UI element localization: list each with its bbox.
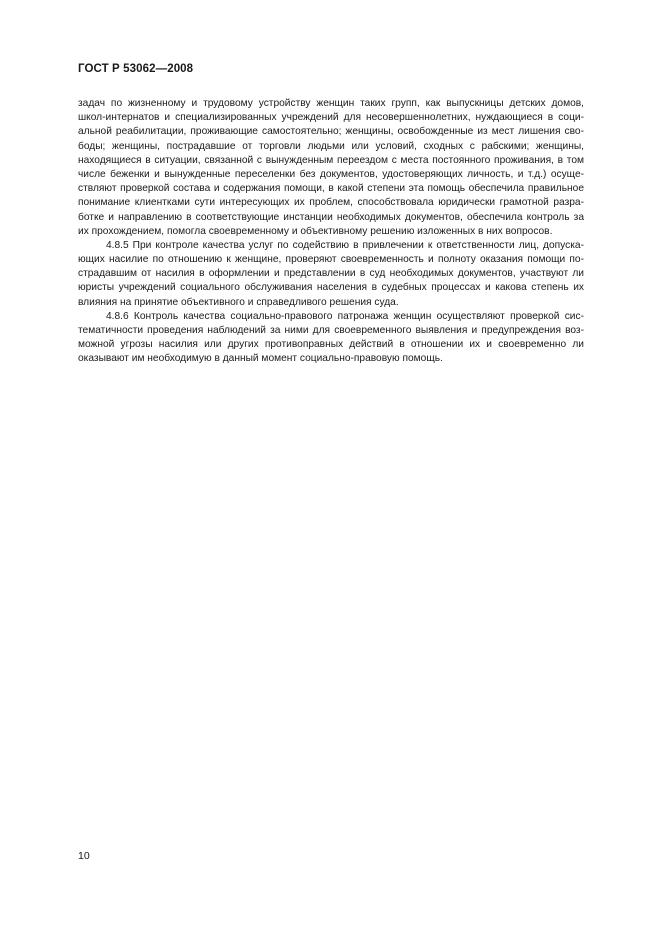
body-text (78, 97, 584, 367)
text-line: влияния на принятие объективного и справедливого решения суда. (78, 296, 399, 308)
text-line: задач по жизненному и трудовому устройству женщин таких групп, как выпускницы детских домов, (78, 98, 584, 109)
text-line: можной угрозы насилия или других противоправных действий в отношении их и своевременно ли (78, 339, 584, 351)
text-line: альной реабилитации, проживающие самостоятельно; женщины, освобожденные из мест лишения сво- (78, 126, 584, 138)
standard-code-header: ГОСТ Р 53062—2008 (78, 63, 194, 75)
text-line: тематичности проведения наблюдений за ними для своевременного выявления и предупреждения воз- (78, 325, 584, 336)
text-line: ствляют проверкой состава и содержания помощи, в какой степени эта помощь обеспечила правильное (78, 183, 584, 195)
page-number: 10 (78, 850, 90, 862)
text-line: их прохождением, помогла своевременному и объективному решению изложенных в них вопросов. (78, 225, 553, 237)
text-line: оказывают им необходимую в данный момент социально-правовую помощь. (78, 353, 443, 365)
clause-4-8-6-line: 4.8.6 Контроль качества социально-правового патронажа женщин осуществляют проверкой сис- (106, 310, 584, 322)
text-line: школ-интернатов и специализированных учреждений для несовершеннолетних, нуждающиеся в соци- (78, 112, 584, 124)
clause-4-8-5-line: 4.8.5 При контроле качества услуг по содействию в привлечении к ответственности лиц, допуска- (106, 239, 584, 251)
text-line: боды; женщины, пострадавшие от торговли людьми или условий, сходных с рабскими; женщины, (78, 140, 584, 152)
text-line: понимание клиентками сути интересующих их проблем, способствовала юридически грамотной разра- (78, 197, 584, 209)
text-line: ботке и направлению в соответствующие инстанции необходимых документов, обеспечила контроль за (78, 211, 584, 223)
text-line: страдавшим от насилия в оформлении и представлении в суд необходимых документов, участвуют ли (78, 268, 584, 280)
text-line: находящиеся в ситуации, связанной с вынужденным переездом с места постоянного проживания, в том (78, 154, 584, 166)
text-line: юристы учреждений социального обслуживания населения в судебных процессах и какова степень их (78, 282, 584, 294)
text-line: ющих насилие по отношению к женщине, проверяют своевременность и полноту оказания помощи по- (78, 254, 584, 266)
text-line: числе беженки и вынужденные переселенки без документов, удостоверяющих личность, и т.д.) осуще- (78, 168, 584, 180)
